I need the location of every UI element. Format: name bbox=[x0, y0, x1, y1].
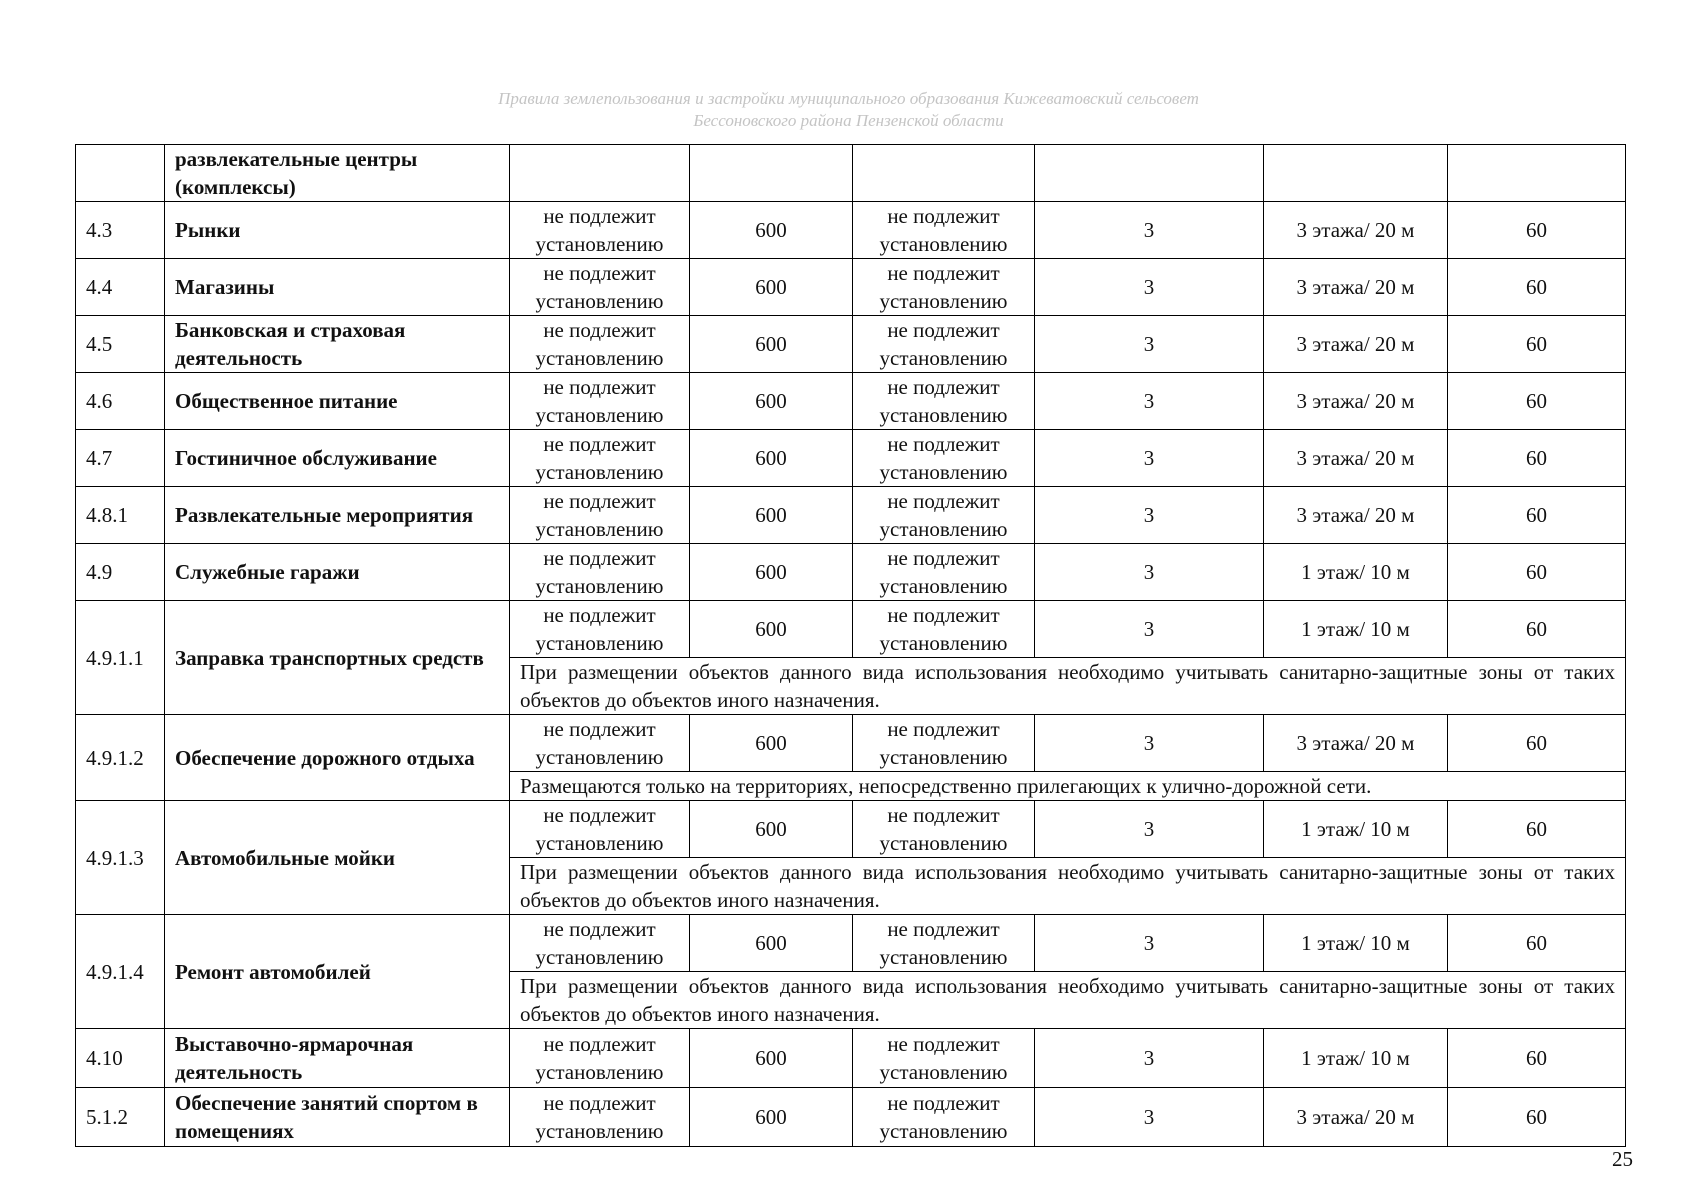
cell-code: 4.9.1.3 bbox=[76, 801, 165, 915]
cell-name: Гостиничное обслуживание bbox=[165, 430, 510, 487]
cell-coverage: 60 bbox=[1448, 316, 1626, 373]
header-line-1: Правила землепользования и застройки муниципального образования Кижеватовский сельсовет bbox=[498, 89, 1199, 108]
cell-max-area: 600 bbox=[690, 259, 853, 316]
cell-note: При размещении объектов данного вида использования необходимо учитывать санитарно-защитные зоны от таких объектов до объектов иного назначения. bbox=[510, 858, 1626, 915]
cell-setback: не подлежит установлению bbox=[853, 1029, 1035, 1088]
cell-name: Автомобильные мойки bbox=[165, 801, 510, 915]
cell-note: При размещении объектов данного вида использования необходимо учитывать санитарно-защитные зоны от таких объектов до объектов иного назначения. bbox=[510, 972, 1626, 1029]
cell-empty bbox=[510, 145, 690, 202]
cell-name: развлекательные центры (комплексы) bbox=[165, 145, 510, 202]
cell-name: Развлекательные мероприятия bbox=[165, 487, 510, 544]
cell-distance: 3 bbox=[1035, 202, 1264, 259]
cell-distance: 3 bbox=[1035, 316, 1264, 373]
cell-max-area: 600 bbox=[690, 1029, 853, 1088]
cell-coverage: 60 bbox=[1448, 373, 1626, 430]
cell-name: Заправка транспортных средств bbox=[165, 601, 510, 715]
cell-code: 4.9 bbox=[76, 544, 165, 601]
cell-name: Ремонт автомобилей bbox=[165, 915, 510, 1029]
cell-setback: не подлежит установлению bbox=[853, 487, 1035, 544]
cell-distance: 3 bbox=[1035, 487, 1264, 544]
table-row bbox=[76, 544, 1626, 601]
cell-setback: не подлежит установлению bbox=[853, 202, 1035, 259]
cell-note: Размещаются только на территориях, непосредственно прилегающих к улично-дорожной сети. bbox=[510, 772, 1626, 801]
cell-name: Обеспечение занятий спортом в помещениях bbox=[165, 1088, 510, 1147]
cell-distance: 3 bbox=[1035, 1029, 1264, 1088]
cell-setback: не подлежит установлению bbox=[853, 801, 1035, 858]
cell-height: 3 этажа/ 20 м bbox=[1264, 373, 1448, 430]
cell-empty bbox=[853, 145, 1035, 202]
table-row bbox=[76, 316, 1626, 373]
cell-setback: не подлежит установлению bbox=[853, 1088, 1035, 1147]
cell-name: Выставочно-ярмарочная деятельность bbox=[165, 1029, 510, 1088]
land-use-rules-table bbox=[75, 144, 1626, 1147]
cell-setback: не подлежит установлению bbox=[853, 259, 1035, 316]
cell-max-area: 600 bbox=[690, 430, 853, 487]
cell-setback: не подлежит установлению bbox=[853, 915, 1035, 972]
cell-min-area: не подлежит установлению bbox=[510, 316, 690, 373]
table-row bbox=[76, 715, 1626, 772]
cell-min-area: не подлежит установлению bbox=[510, 202, 690, 259]
cell-coverage: 60 bbox=[1448, 1088, 1626, 1147]
table-row bbox=[76, 373, 1626, 430]
cell-height: 3 этажа/ 20 м bbox=[1264, 202, 1448, 259]
cell-code: 4.7 bbox=[76, 430, 165, 487]
cell-coverage: 60 bbox=[1448, 915, 1626, 972]
table-row bbox=[76, 601, 1626, 658]
cell-coverage: 60 bbox=[1448, 1029, 1626, 1088]
cell-min-area: не подлежит установлению bbox=[510, 430, 690, 487]
cell-coverage: 60 bbox=[1448, 430, 1626, 487]
table-body bbox=[76, 145, 1626, 1147]
cell-distance: 3 bbox=[1035, 915, 1264, 972]
cell-empty bbox=[1448, 145, 1626, 202]
cell-max-area: 600 bbox=[690, 202, 853, 259]
cell-code: 5.1.2 bbox=[76, 1088, 165, 1147]
cell-name: Служебные гаражи bbox=[165, 544, 510, 601]
cell-code bbox=[76, 145, 165, 202]
cell-code: 4.4 bbox=[76, 259, 165, 316]
table-row bbox=[76, 202, 1626, 259]
cell-min-area: не подлежит установлению bbox=[510, 915, 690, 972]
cell-height: 1 этаж/ 10 м bbox=[1264, 544, 1448, 601]
cell-max-area: 600 bbox=[690, 544, 853, 601]
cell-empty bbox=[690, 145, 853, 202]
table-row bbox=[76, 915, 1626, 972]
cell-coverage: 60 bbox=[1448, 715, 1626, 772]
cell-distance: 3 bbox=[1035, 715, 1264, 772]
cell-distance: 3 bbox=[1035, 544, 1264, 601]
cell-setback: не подлежит установлению bbox=[853, 715, 1035, 772]
cell-setback: не подлежит установлению bbox=[853, 601, 1035, 658]
cell-setback: не подлежит установлению bbox=[853, 373, 1035, 430]
cell-code: 4.9.1.1 bbox=[76, 601, 165, 715]
cell-code: 4.9.1.2 bbox=[76, 715, 165, 801]
cell-name: Магазины bbox=[165, 259, 510, 316]
cell-min-area: не подлежит установлению bbox=[510, 715, 690, 772]
cell-max-area: 600 bbox=[690, 316, 853, 373]
cell-min-area: не подлежит установлению bbox=[510, 801, 690, 858]
table-row bbox=[76, 1088, 1626, 1147]
cell-height: 3 этажа/ 20 м bbox=[1264, 259, 1448, 316]
cell-coverage: 60 bbox=[1448, 801, 1626, 858]
table-row bbox=[76, 1029, 1626, 1088]
cell-distance: 3 bbox=[1035, 259, 1264, 316]
table-row-carry-over bbox=[76, 145, 1626, 202]
cell-min-area: не подлежит установлению bbox=[510, 1088, 690, 1147]
cell-height: 3 этажа/ 20 м bbox=[1264, 487, 1448, 544]
cell-code: 4.6 bbox=[76, 373, 165, 430]
cell-min-area: не подлежит установлению bbox=[510, 544, 690, 601]
cell-distance: 3 bbox=[1035, 430, 1264, 487]
table-row bbox=[76, 801, 1626, 858]
cell-coverage: 60 bbox=[1448, 487, 1626, 544]
cell-code: 4.10 bbox=[76, 1029, 165, 1088]
cell-max-area: 600 bbox=[690, 915, 853, 972]
cell-name: Обеспечение дорожного отдыха bbox=[165, 715, 510, 801]
cell-coverage: 60 bbox=[1448, 601, 1626, 658]
cell-code: 4.8.1 bbox=[76, 487, 165, 544]
header-line-2: Бессоновского района Пензенской области bbox=[693, 111, 1004, 130]
cell-height: 1 этаж/ 10 м bbox=[1264, 1029, 1448, 1088]
cell-name: Общественное питание bbox=[165, 373, 510, 430]
cell-coverage: 60 bbox=[1448, 259, 1626, 316]
cell-height: 3 этажа/ 20 м bbox=[1264, 430, 1448, 487]
cell-name: Рынки bbox=[165, 202, 510, 259]
cell-max-area: 600 bbox=[690, 715, 853, 772]
cell-coverage: 60 bbox=[1448, 202, 1626, 259]
cell-empty bbox=[1035, 145, 1264, 202]
cell-max-area: 600 bbox=[690, 601, 853, 658]
cell-max-area: 600 bbox=[690, 1088, 853, 1147]
cell-code: 4.3 bbox=[76, 202, 165, 259]
cell-note: При размещении объектов данного вида использования необходимо учитывать санитарно-защитные зоны от таких объектов до объектов иного назначения. bbox=[510, 658, 1626, 715]
cell-min-area: не подлежит установлению bbox=[510, 373, 690, 430]
cell-distance: 3 bbox=[1035, 601, 1264, 658]
cell-max-area: 600 bbox=[690, 487, 853, 544]
page-number: 25 bbox=[1612, 1147, 1633, 1171]
table-row bbox=[76, 259, 1626, 316]
cell-min-area: не подлежит установлению bbox=[510, 601, 690, 658]
cell-code: 4.5 bbox=[76, 316, 165, 373]
cell-empty bbox=[1264, 145, 1448, 202]
cell-height: 3 этажа/ 20 м bbox=[1264, 1088, 1448, 1147]
cell-setback: не подлежит установлению bbox=[853, 544, 1035, 601]
cell-distance: 3 bbox=[1035, 1088, 1264, 1147]
cell-coverage: 60 bbox=[1448, 544, 1626, 601]
cell-height: 1 этаж/ 10 м bbox=[1264, 601, 1448, 658]
table-row bbox=[76, 430, 1626, 487]
cell-setback: не подлежит установлению bbox=[853, 430, 1035, 487]
cell-min-area: не подлежит установлению bbox=[510, 1029, 690, 1088]
table-row bbox=[76, 487, 1626, 544]
cell-code: 4.9.1.4 bbox=[76, 915, 165, 1029]
cell-min-area: не подлежит установлению bbox=[510, 487, 690, 544]
cell-name: Банковская и страховая деятельность bbox=[165, 316, 510, 373]
cell-max-area: 600 bbox=[690, 801, 853, 858]
cell-setback: не подлежит установлению bbox=[853, 316, 1035, 373]
cell-height: 3 этажа/ 20 м bbox=[1264, 715, 1448, 772]
page-header bbox=[0, 88, 1697, 132]
cell-height: 1 этаж/ 10 м bbox=[1264, 915, 1448, 972]
cell-distance: 3 bbox=[1035, 373, 1264, 430]
cell-height: 3 этажа/ 20 м bbox=[1264, 316, 1448, 373]
cell-distance: 3 bbox=[1035, 801, 1264, 858]
cell-min-area: не подлежит установлению bbox=[510, 259, 690, 316]
cell-height: 1 этаж/ 10 м bbox=[1264, 801, 1448, 858]
cell-max-area: 600 bbox=[690, 373, 853, 430]
